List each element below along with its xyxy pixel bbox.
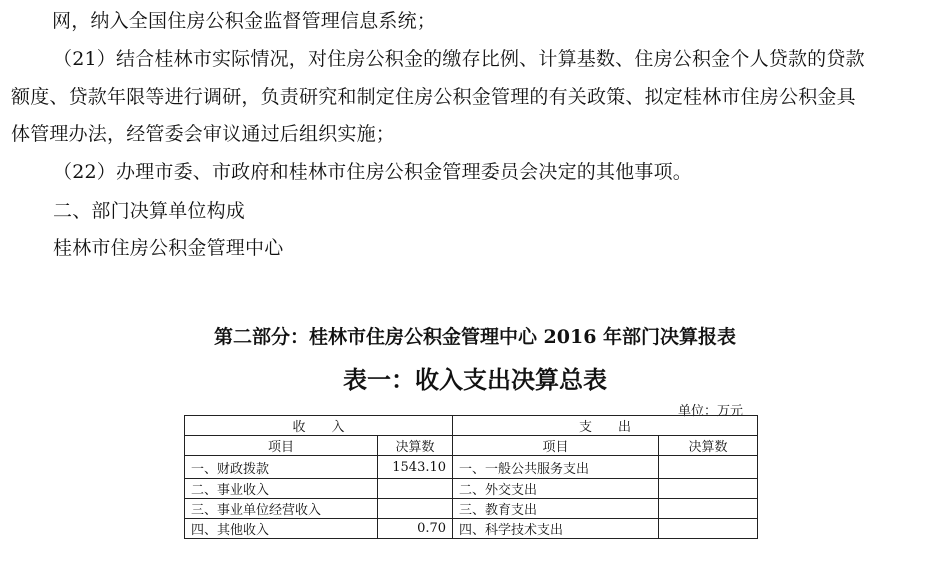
paragraph-line-1: 网，纳入全国住房公积金监督管理信息系统；: [52, 10, 437, 32]
table-column-header-row: [185, 436, 758, 456]
table-row: [185, 499, 758, 519]
income-amount: [378, 479, 453, 499]
unit-name: 桂林市住房公积金管理中心: [53, 237, 284, 259]
expense-amount: [659, 519, 758, 539]
expense-item: 二、外交支出: [453, 479, 659, 499]
expense-amount: [659, 456, 758, 479]
table-row: [185, 479, 758, 499]
table-row: [185, 456, 758, 479]
expense-amount: [659, 499, 758, 519]
paragraph-line-4: 体管理办法，经管委会审议通过后组织实施；: [11, 123, 396, 145]
unit-label: 单位：万元: [678, 404, 744, 419]
income-amount-header: 决算数: [378, 436, 453, 456]
table-group-header-row: [185, 416, 758, 436]
paragraph-line-5: （22）办理市委、市政府和桂林市住房公积金管理委员会决定的其他事项。: [53, 161, 692, 183]
expense-header: 支 出: [453, 416, 758, 436]
expense-amount: [659, 479, 758, 499]
expense-item-header: 项目: [453, 436, 659, 456]
income-amount: 1543.10: [378, 456, 453, 479]
paragraph-line-2: （21）结合桂林市实际情况，对住房公积金的缴存比例、计算基数、住房公积金个人贷款的贷款: [53, 48, 865, 70]
paragraph-line-3: 额度、贷款年限等进行调研，负责研究和制定住房公积金管理的有关政策、拟定桂林市住房公积金具: [11, 86, 856, 108]
expense-item: 三、教育支出: [453, 499, 659, 519]
income-item: 一、财政拨款: [185, 456, 378, 479]
table-row: [185, 519, 758, 539]
income-expense-table: [184, 415, 758, 539]
expense-item: 一、一般公共服务支出: [453, 456, 659, 479]
report-part-title: 第二部分：桂林市住房公积金管理中心 2016 年部门决算报表: [213, 326, 737, 348]
income-header: 收 入: [185, 416, 453, 436]
expense-item: 四、科学技术支出: [453, 519, 659, 539]
expense-amount-header: 决算数: [659, 436, 758, 456]
income-item: 三、事业单位经营收入: [185, 499, 378, 519]
income-item: 四、其他收入: [185, 519, 378, 539]
section-heading: 二、部门决算单位构成: [53, 200, 246, 222]
income-item-header: 项目: [185, 436, 378, 456]
table-title: 表一：收入支出决算总表: [343, 365, 607, 394]
income-amount: [378, 499, 453, 519]
income-item: 二、事业收入: [185, 479, 378, 499]
income-amount: 0.70: [378, 519, 453, 539]
